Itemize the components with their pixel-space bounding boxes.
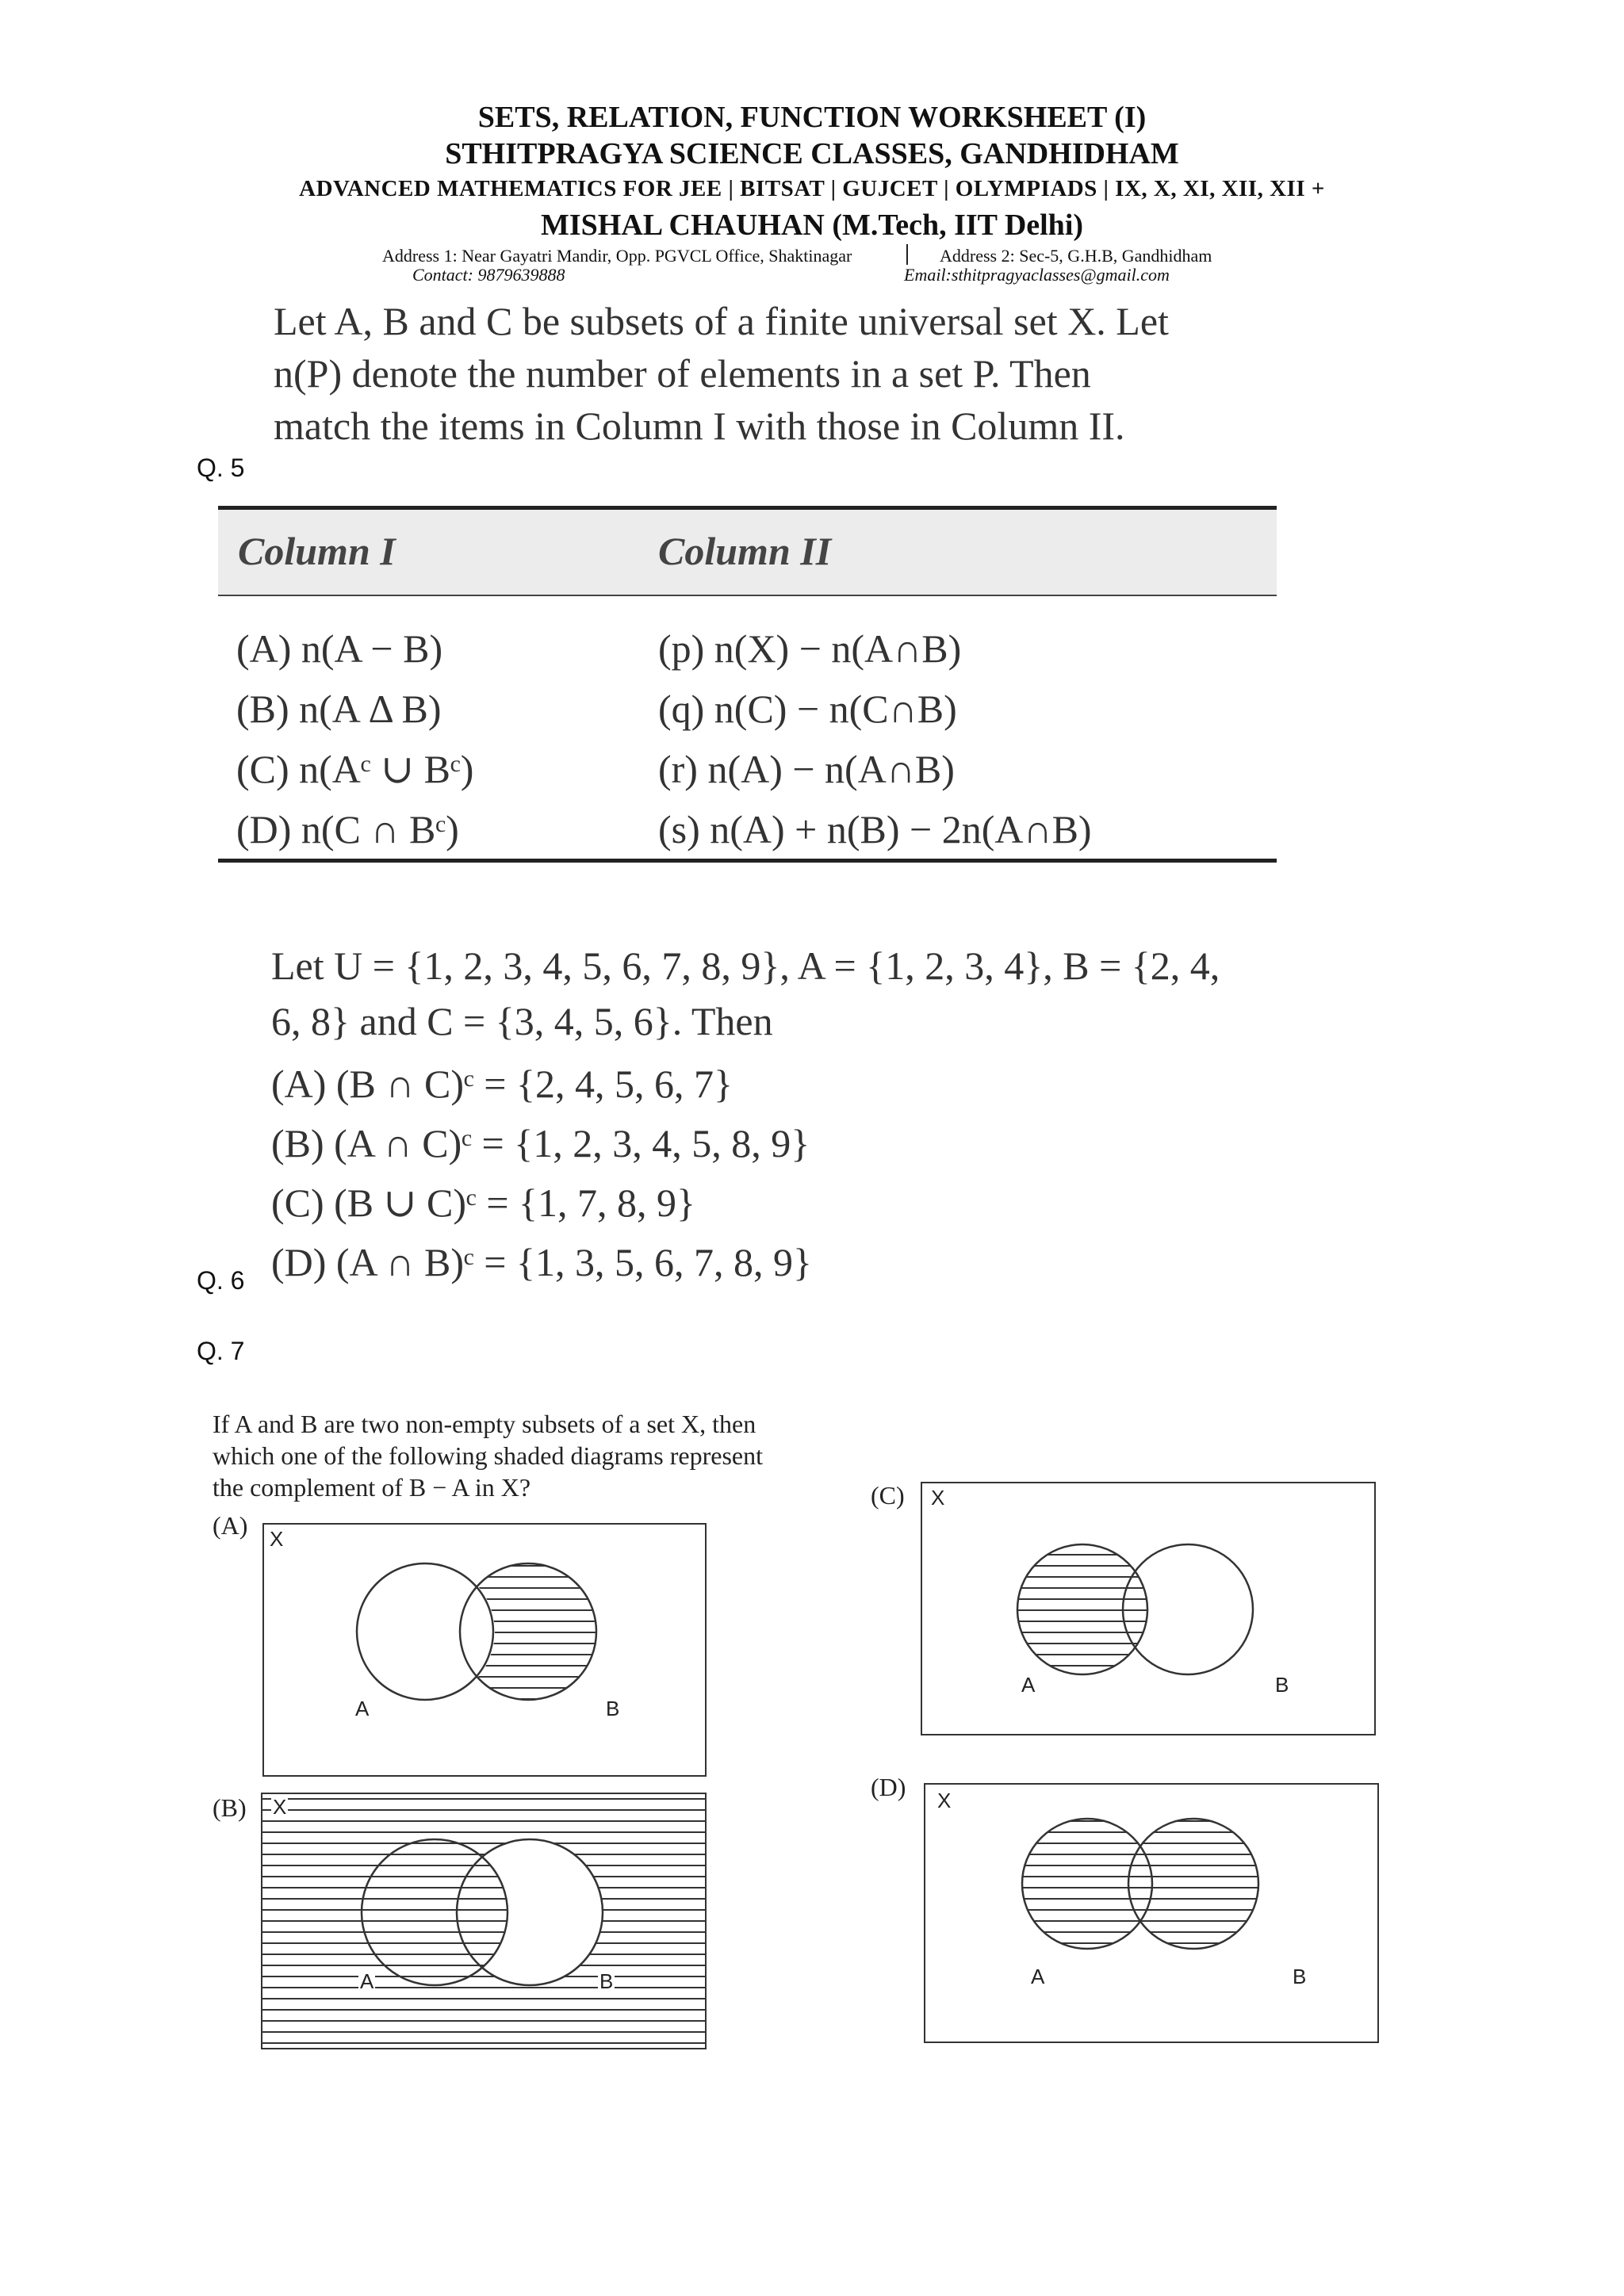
q7-label: Q. 7	[197, 1337, 245, 1365]
contact-email: Email:sthitpragyaclasses@gmail.com	[904, 265, 1170, 285]
column-2-item: (r) n(A) − n(A∩B)	[658, 747, 955, 791]
diagram-b-set-a-label: A	[360, 1969, 374, 1993]
column-2-item: (q) n(C) − n(C∩B)	[658, 687, 957, 731]
author-name: MISHAL CHAUHAN (M.Tech, IIT Delhi)	[540, 209, 1084, 242]
q6-option: (C) (B ∪ C)ᶜ = {1, 7, 8, 9}	[271, 1181, 696, 1225]
column-1-item: (A) n(A − B)	[236, 626, 443, 671]
diagram-a-set-a-label: A	[355, 1697, 370, 1720]
column-2-header: Column II	[658, 529, 832, 573]
courses-line: ADVANCED MATHEMATICS FOR JEE | BITSAT | GUJCET | OLYMPIADS | IX, X, XI, XII, XII +	[299, 176, 1325, 201]
q6-option: (B) (A ∩ C)ᶜ = {1, 2, 3, 4, 5, 8, 9}	[271, 1121, 810, 1165]
q6-label: Q. 6	[197, 1266, 245, 1295]
diagram-a-option-label: (A)	[213, 1511, 248, 1540]
q6-intro-line: Let U = {1, 2, 3, 4, 5, 6, 7, 8, 9}, A = {1, 2, 3, 4}, B = {2, 4,	[271, 943, 1220, 988]
q7-intro-line: If A and B are two non-empty subsets of a set X, then	[213, 1410, 756, 1438]
q5-intro-line: Let A, B and C be subsets of a finite universal set X. Let	[274, 299, 1169, 343]
diagram-d-universe-label: X	[937, 1789, 952, 1812]
q6-intro-line: 6, 8} and C = {3, 4, 5, 6}. Then	[271, 999, 773, 1043]
address-1: Address 1: Near Gayatri Mandir, Opp. PGVCL Office, Shaktinagar	[382, 246, 852, 266]
column-1-item: (B) n(A Δ B)	[236, 687, 442, 731]
column-2-item: (p) n(X) − n(A∩B)	[658, 626, 962, 671]
diagram-b-set-b-label: B	[599, 1969, 614, 1993]
q7-intro-line: which one of the following shaded diagrams represent	[213, 1441, 764, 1470]
diagram-b	[262, 1793, 706, 2049]
diagram-c-option-label: (C)	[871, 1481, 905, 1510]
q5-intro-line: n(P) denote the number of elements in a set P. Then	[274, 351, 1091, 396]
diagram-d	[925, 1784, 1378, 2042]
column-1-item: (C) n(Aᶜ ∪ Bᶜ)	[236, 747, 474, 791]
column-1-header: Column I	[238, 529, 396, 573]
column-2-item: (s) n(A) + n(B) − 2n(A∩B)	[658, 807, 1092, 851]
q5-intro-line: match the items in Column I with those in Column II.	[274, 404, 1125, 448]
diagram-d-set-b-label: B	[1293, 1965, 1307, 1988]
diagram-c	[921, 1483, 1375, 1735]
q6-option: (A) (B ∩ C)ᶜ = {2, 4, 5, 6, 7}	[271, 1062, 733, 1106]
diagram-d-option-label: (D)	[871, 1773, 906, 1801]
worksheet-title: SETS, RELATION, FUNCTION WORKSHEET (I)	[477, 101, 1147, 134]
diagram-a-set-b-label: B	[606, 1697, 620, 1720]
contact-number: Contact: 9879639888	[412, 265, 565, 285]
institute-name: STHITPRAGYA SCIENCE CLASSES, GANDHIDHAM	[445, 137, 1179, 170]
diagram-b-option-label: (B)	[213, 1793, 247, 1822]
column-1-item: (D) n(C ∩ Bᶜ)	[236, 807, 459, 851]
q5-label: Q. 5	[197, 453, 245, 482]
diagram-c-set-b-label: B	[1275, 1673, 1289, 1697]
q6-option: (D) (A ∩ B)ᶜ = {1, 3, 5, 6, 7, 8, 9}	[271, 1240, 813, 1284]
diagram-b-universe-label: X	[273, 1795, 287, 1819]
q7-intro-line: the complement of B − A in X?	[213, 1473, 531, 1502]
address-2: Address 2: Sec-5, G.H.B, Gandhidham	[940, 246, 1212, 266]
diagram-a	[263, 1524, 706, 1776]
diagram-a-universe-label: X	[270, 1527, 284, 1551]
diagram-d-set-a-label: A	[1031, 1965, 1045, 1988]
diagram-c-universe-label: X	[931, 1486, 945, 1510]
diagram-c-set-a-label: A	[1021, 1673, 1036, 1697]
